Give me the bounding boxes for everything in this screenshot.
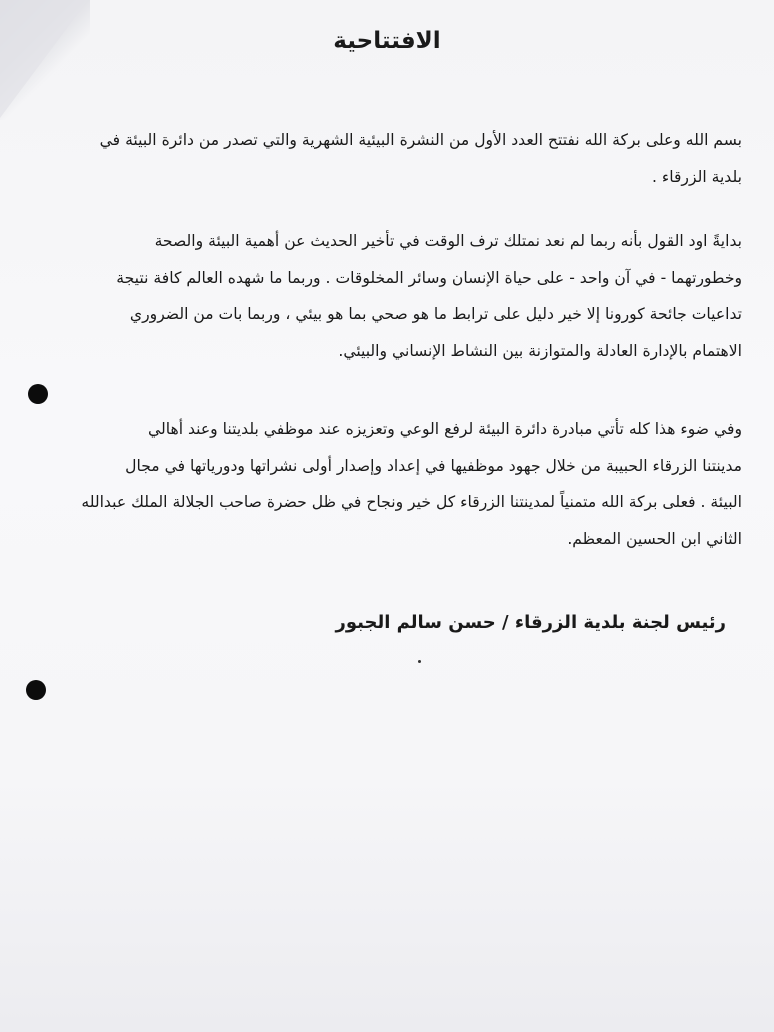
editorial-body — [28, 122, 742, 557]
folded-corner — [0, 0, 88, 118]
paragraph-gap — [28, 195, 742, 223]
paragraph-2-line-2: وخطورتهما - في آن واحد - على حياة الإنسان وسائر المخلوقات . وربما ما شهده العالم كافة نتيجة — [116, 268, 742, 287]
paragraph-gap — [28, 369, 742, 411]
paragraph-3-line-1: وفي ضوء هذا كله تأتي مبادرة دائرة البيئة لرفع الوعي وتعزيزه عند موظفي بلديتنا وعند أهالي — [147, 420, 742, 438]
punch-hole-top — [28, 384, 48, 404]
paragraph-3-line-2: مدينتنا الزرقاء الحبيبة من خلال جهود موظفيها في إعداد وإصدار أولى نشراتها ودورياتها في مجال — [125, 456, 742, 475]
paragraph-2-line-3: تداعيات جائحة كورونا إلا خير دليل على ترابط ما هو صحي بما هو بيئي ، وربما بات من الضروري — [129, 305, 742, 323]
paragraph-3-line-4: الثاني ابن الحسين المعظم. — [567, 529, 742, 548]
paragraph-2-line-1: بدايةً اود القول بأنه ربما لم نعد نمتلك ترف الوقت في تأخير الحديث عن أهمية البيئة والصحة — [154, 232, 742, 250]
paragraph-2-line-4: الاهتمام بالإدارة العادلة والمتوازنة بين النشاط الإنساني والبيئي. — [338, 341, 742, 360]
signature-line: رئيس لجنة بلدية الزرقاء / حسن سالم الجبور — [335, 612, 726, 633]
paragraph-1-line-2: بلدية الزرقاء . — [651, 167, 742, 186]
page-title: الافتتاحية — [333, 28, 441, 54]
stray-ink-dot — [418, 660, 421, 663]
paragraph-1-line-1: بسم الله وعلى بركة الله نفتتح العدد الأول من النشرة البيئية الشهرية والتي تصدر من دائرة البيئة في — [99, 131, 742, 149]
paragraph-3-line-3: البيئة . فعلى بركة الله متمنياً لمدينتنا الزرقاء كل خير ونجاح في ظل حضرة صاحب الجلالة الملك عبدالله — [81, 493, 742, 511]
punch-hole-bottom — [26, 680, 46, 700]
